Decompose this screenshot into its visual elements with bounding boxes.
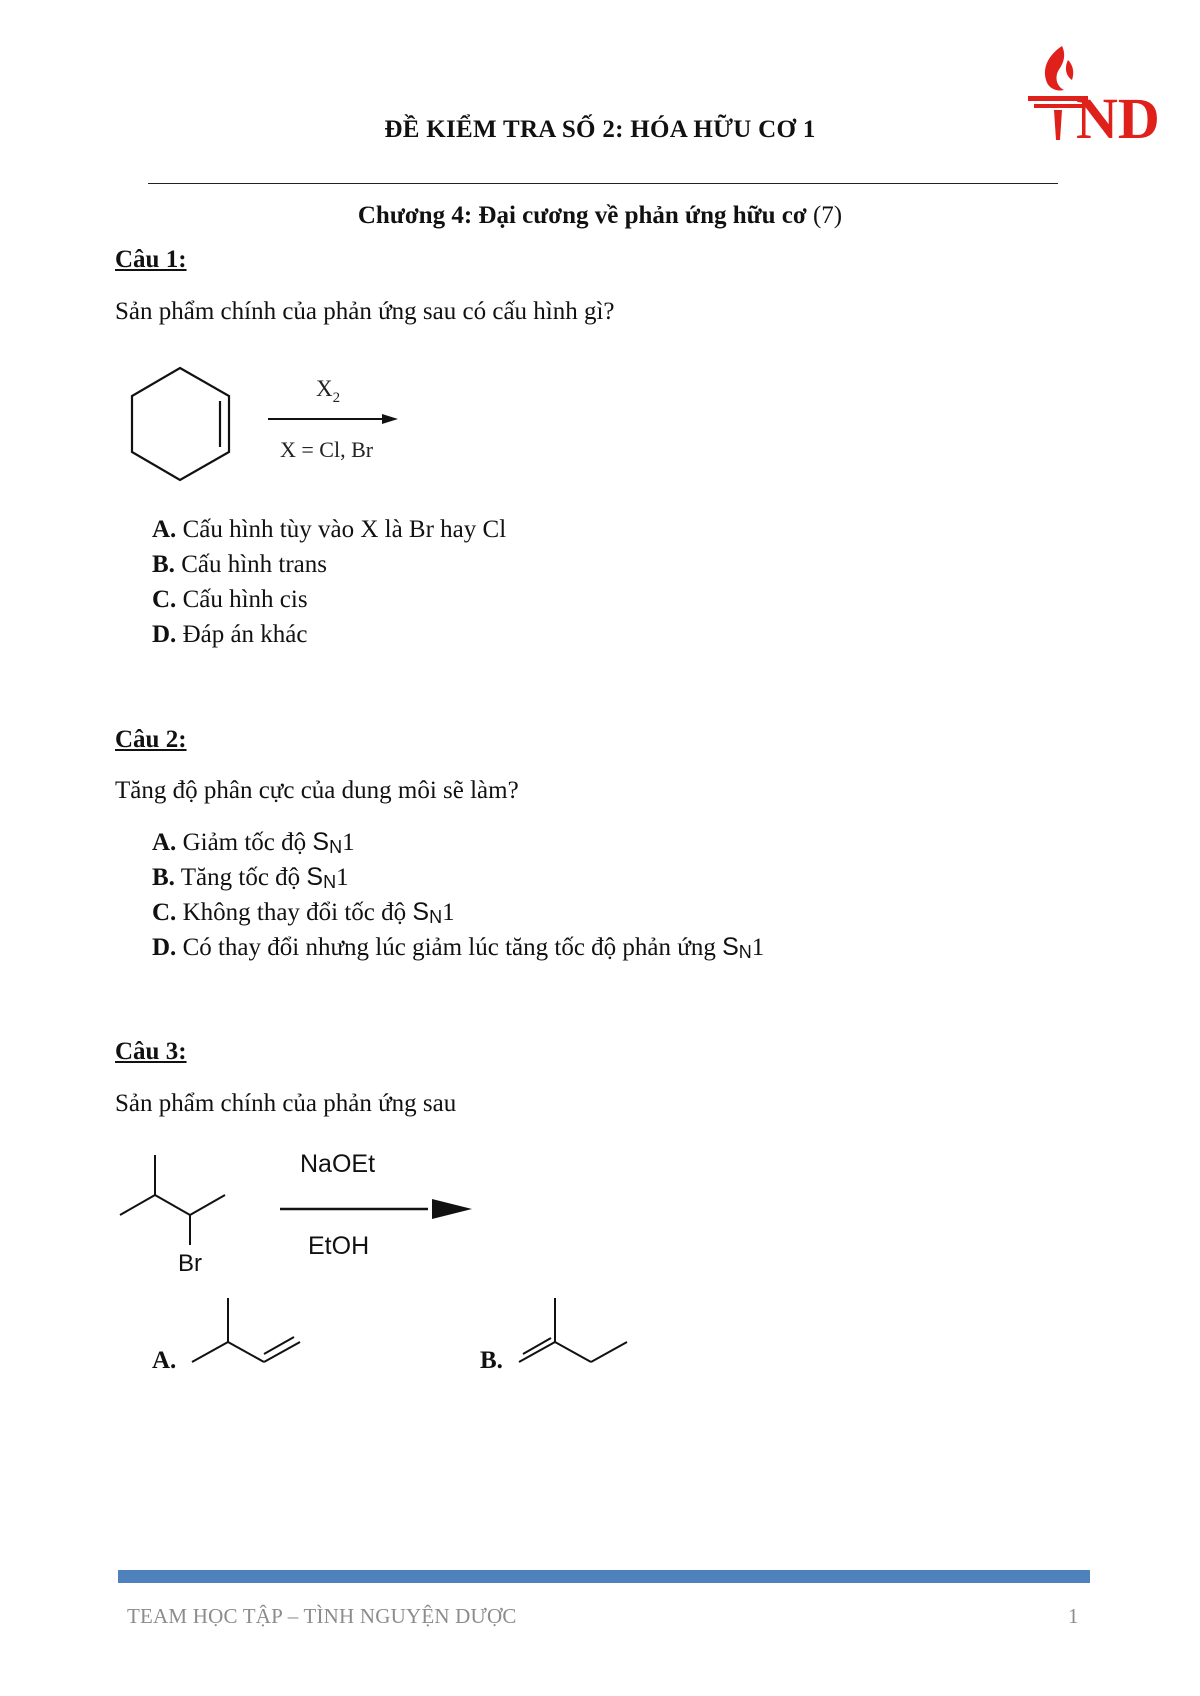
bromine-label: Br (178, 1250, 202, 1275)
reagent-naoet: NaOEt (300, 1150, 376, 1178)
chapter-count: (7) (812, 202, 843, 229)
chapter-heading (0, 202, 1200, 230)
question-3-label: Câu 3: (115, 1038, 187, 1065)
question-3-reaction (110, 1135, 490, 1275)
question-1-text: Sản phẩm chính của phản ứng sau có cấu hình gì? (115, 298, 615, 325)
reaction-condition: X = Cl, Br (280, 437, 374, 462)
reaction-arrow (268, 414, 398, 424)
question-3-option-b-structure (515, 1290, 635, 1370)
question-1-option-d: D. Đáp án khác (152, 621, 308, 648)
cyclohexene-structure (132, 368, 229, 480)
page-number: 1 (1068, 1604, 1079, 1628)
chapter-label: Chương 4: Đại cương về phản ứng hữu cơ (357, 202, 807, 229)
question-1-option-a: A. Cấu hình tùy vào X là Br hay Cl (152, 516, 507, 543)
solvent-etoh: EtOH (308, 1232, 370, 1260)
footer-bar (118, 1570, 1090, 1583)
document-title: ĐỀ KIỂM TRA SỐ 2: HÓA HỮU CƠ 1 (384, 116, 816, 143)
reagent-x: X (316, 376, 333, 401)
question-1-option-c: C. Cấu hình cis (152, 586, 308, 613)
question-2-option-d: D. Có thay đổi nhưng lúc giảm lúc tăng tốc độ phản ứng $S_N1$ (152, 933, 765, 962)
question-2-option-b: B. Tăng tốc độ $S_N1$ (152, 863, 349, 892)
question-1-label: Câu 1: (115, 246, 187, 273)
question-3-option-a-structure (190, 1290, 310, 1370)
footer-text: TEAM HỌC TẬP – TÌNH NGUYỆN DƯỢC (127, 1604, 517, 1628)
question-3-text: Sản phẩm chính của phản ứng sau (115, 1090, 457, 1117)
reagent-subscript: 2 (332, 390, 341, 406)
question-2-text: Tăng độ phân cực của dung môi sẽ làm? (115, 777, 519, 804)
question-3-option-a-label: A. (152, 1347, 177, 1374)
question-2-label: Câu 2: (115, 726, 187, 753)
logo-text: ND (1076, 86, 1160, 150)
question-1-reaction (120, 360, 420, 485)
title-divider (148, 183, 1058, 184)
question-1-option-b: B. Cấu hình trans (152, 551, 328, 578)
question-2-option-a: A. Giảm tốc độ $S_N1$ (152, 828, 355, 857)
reaction-arrow-2 (280, 1199, 472, 1219)
bromoalkane-structure (120, 1155, 225, 1245)
question-2-option-c: C. Không thay đổi tốc độ $S_N1$ (152, 898, 455, 927)
svg-text:X2 (316, 376, 340, 406)
question-3-option-b-label: B. (480, 1347, 503, 1374)
